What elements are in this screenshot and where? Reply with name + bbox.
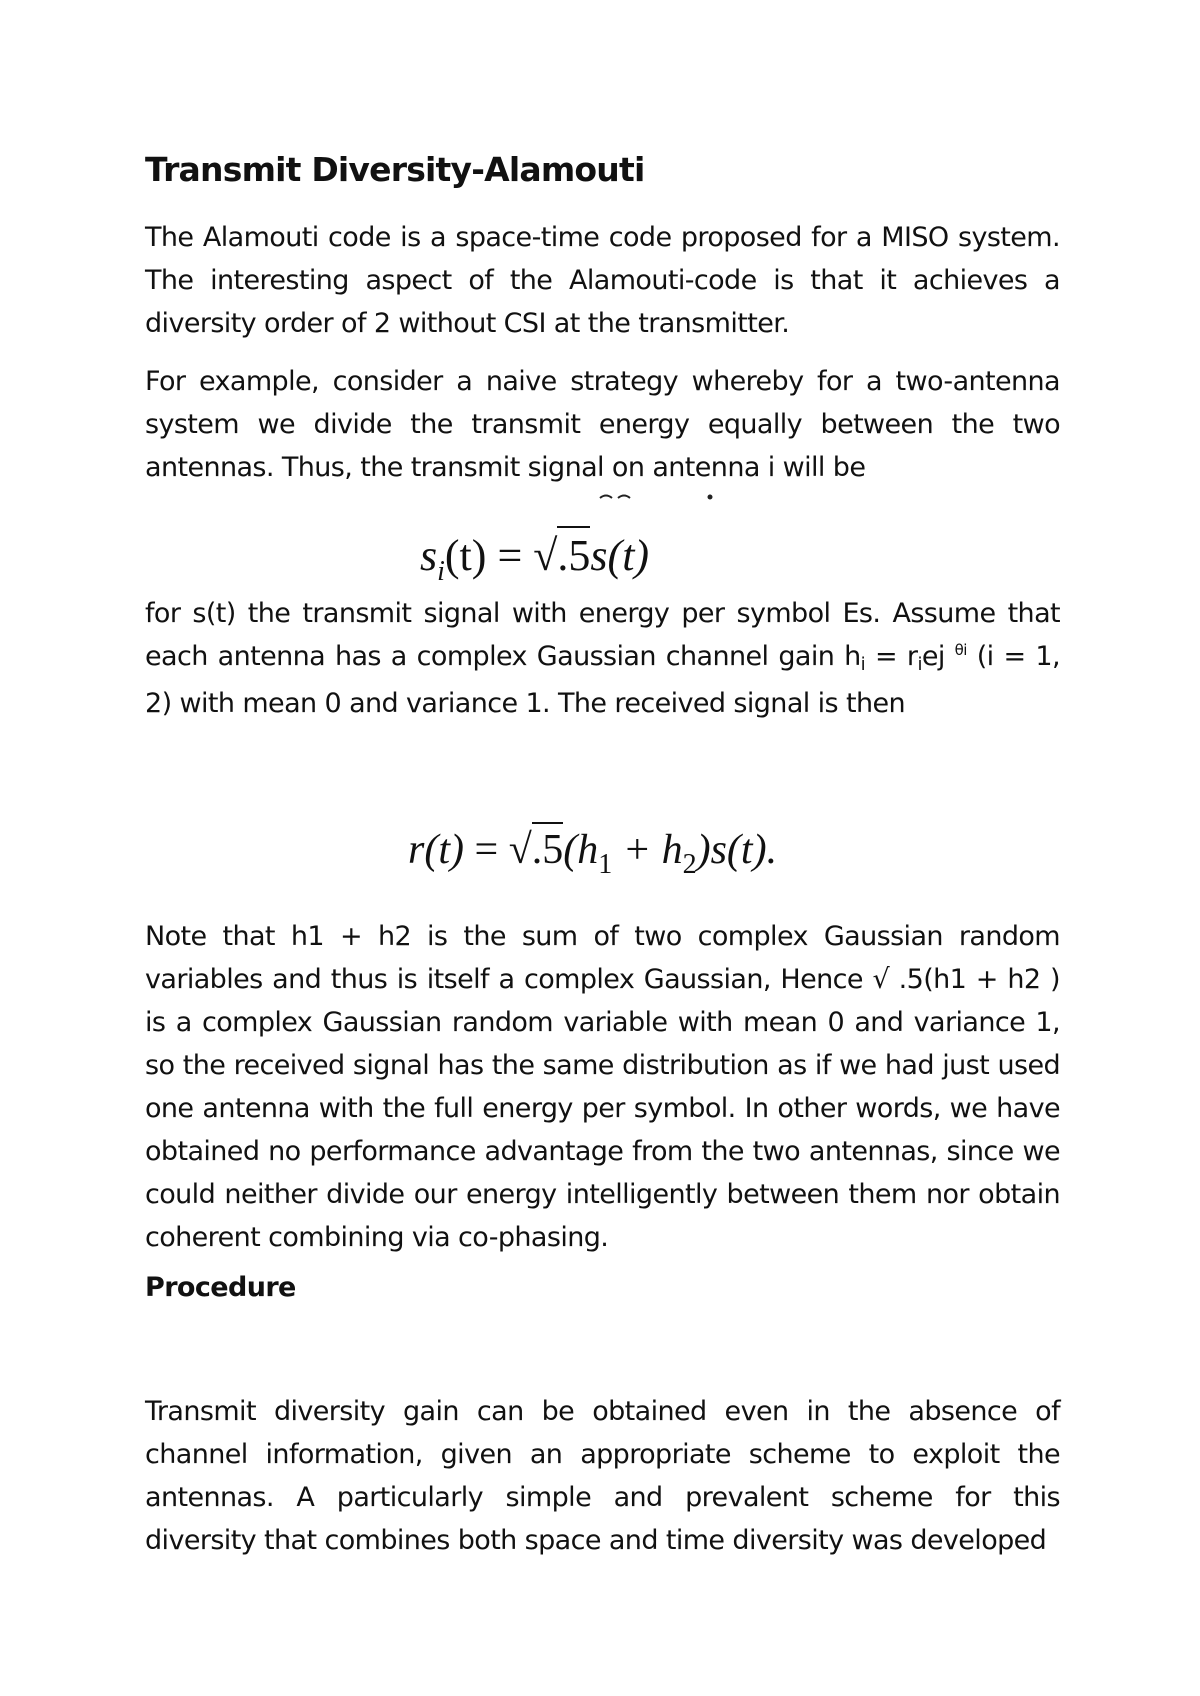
p3-text-2: = r <box>865 641 918 672</box>
paragraph-naive-strategy: For example, consider a naive strategy whereby for a two-antenna system we divide the transmit energy equally between the two antennas. Thus, the transmit signal on antenna i will be <box>145 366 1060 483</box>
eq2-plus: + h <box>612 827 683 873</box>
r-subscript: i <box>917 654 922 675</box>
section-heading-procedure: Procedure <box>145 1272 296 1303</box>
paragraph-procedure: Transmit diversity gain can be obtained even in the absence of channel information, given an appropriate scheme to exploit the antennas. A particularly simple and prevalent scheme for this diversity that combines both space and time diversity was developed <box>145 1396 1060 1556</box>
eq1-sqrt-sign: √ <box>533 531 558 580</box>
equation-transmit-signal <box>420 526 650 587</box>
eq2-sqrt-sign: √ <box>508 827 532 873</box>
equation-received-signal <box>408 822 778 880</box>
equation-crop-artifact <box>598 492 718 502</box>
eq1-equals: = <box>497 531 523 580</box>
eq2-lhs: r(t) <box>408 827 464 873</box>
eq1-sqrt <box>533 526 590 581</box>
eq1-rhs: s(t) <box>590 531 650 580</box>
paragraph-note: Note that h1 + h2 is the sum of two complex Gaussian random variables and thus is itself a complex Gaussian, Hence √ .5(h1 + h2 ) is a complex Gaussian random variable with mean 0 and variance 1, so the received signal has the same distribution as if we had just used one antenna with the full energy per symbol. In other words, we have obtained no performance advantage from the two antennas, since we could neither divide our energy intelligently between them nor obtain coherent combining via co-phasing. <box>145 921 1060 1253</box>
p3-text-3: ej <box>921 641 955 672</box>
eq2-radicand: .5 <box>532 822 564 874</box>
paragraph-channel-gain <box>145 592 1060 725</box>
p3-text-1: for s(t) the transmit signal with energy per symbol Es. Assume that each antenna has a complex Gaussian channel gain h <box>145 598 1060 672</box>
h-subscript: i <box>860 654 866 675</box>
eq2-sub-1: 1 <box>598 849 613 880</box>
eq2-close: )s(t). <box>696 827 778 873</box>
eq1-radicand: .5 <box>557 526 590 581</box>
eq2-sub-2: 2 <box>682 849 697 880</box>
eq2-open: (h <box>563 827 599 873</box>
paragraph-intro: The Alamouti code is a space-time code proposed for a MISO system. The interesting aspect of the Alamouti-code is that it achieves a diversity order of 2 without CSI at the transmitter. <box>145 222 1060 339</box>
eq2-sqrt <box>509 822 564 874</box>
page-title: Transmit Diversity-Alamouti <box>145 150 645 189</box>
eq1-lhs-symbol: s <box>420 531 438 580</box>
theta-superscript: θi <box>954 641 967 659</box>
eq1-lhs-subscript: i <box>437 556 445 587</box>
eq1-lhs-argument: (t) <box>444 531 487 580</box>
eq2-equals: = <box>474 827 499 873</box>
p3-text-4: (i = 1, 2) with mean 0 and variance 1. The received signal is then <box>145 641 1060 719</box>
